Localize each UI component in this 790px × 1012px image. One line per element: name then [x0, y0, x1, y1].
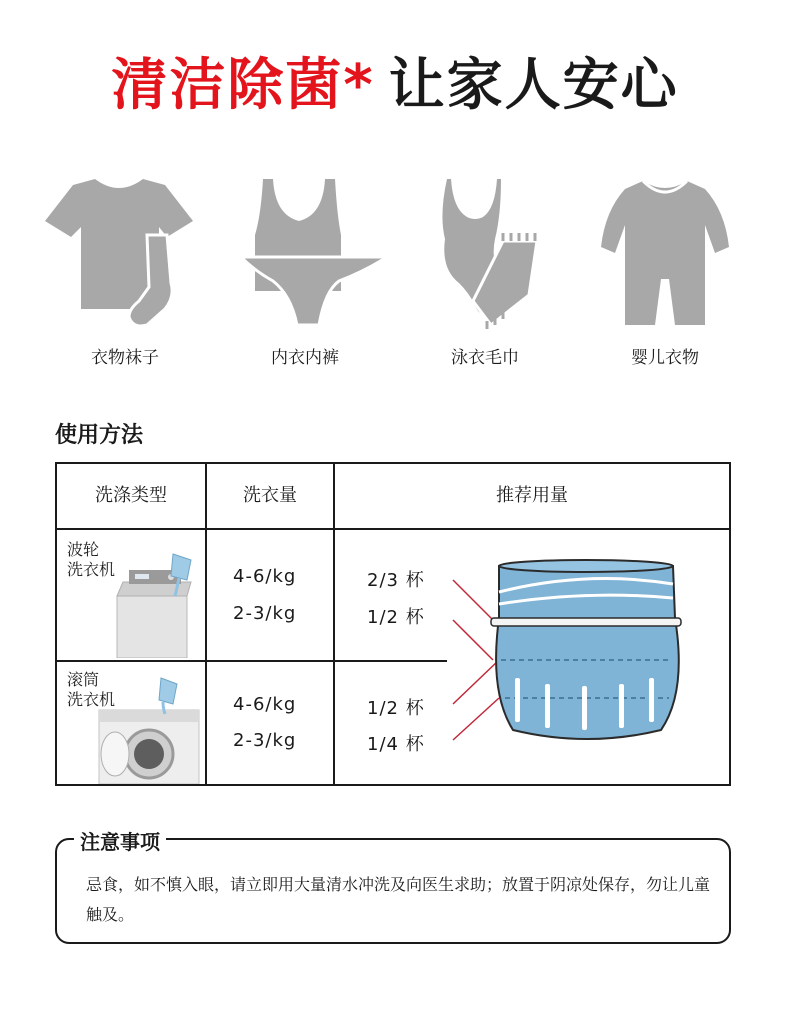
garment-label: 衣物袜子: [91, 348, 159, 368]
measuring-cup-icon: [447, 552, 697, 752]
header-load: 洗衣量: [243, 485, 297, 506]
garment-item: [215, 175, 395, 375]
underwear-icon: [215, 175, 395, 335]
header-dosage: 推荐用量: [496, 485, 568, 506]
headline-black: 让家人安心: [388, 53, 679, 118]
usage-title: 使用方法: [55, 423, 144, 448]
dose-value: 2/3 杯: [367, 570, 425, 591]
divider: [57, 528, 729, 530]
type-label-line1: 滚筒: [67, 670, 100, 689]
type-label-line1: 波轮: [67, 540, 100, 559]
headline-red: 清洁除菌*: [111, 53, 375, 118]
type-label-line2: 洗衣机: [67, 690, 116, 709]
garment-row: [35, 175, 755, 375]
load-value: 4-6/kg: [233, 566, 297, 587]
load-value: 4-6/kg: [233, 694, 297, 715]
swimsuit-towel-icon: [395, 175, 575, 335]
front-loader-washer-icon: [91, 676, 203, 784]
notice-text: 忌食，如不慎入眼，请立即用大量清水冲洗及向医生求助；放置于阴凉处保存，勿让儿童触及。: [86, 875, 711, 924]
load-value: 2-3/kg: [233, 603, 297, 624]
top-loader-washer-icon: [113, 550, 201, 658]
garment-item: [395, 175, 575, 375]
garment-label: 婴儿衣物: [631, 348, 699, 368]
headline: [0, 52, 790, 120]
usage-table: [55, 462, 731, 786]
garment-item: [575, 175, 755, 375]
garment-label: 内衣内裤: [271, 348, 339, 368]
divider: [57, 660, 447, 662]
tshirt-sock-icon: [35, 175, 215, 335]
baby-onesie-icon: [575, 175, 755, 335]
garment-item: [35, 175, 215, 375]
load-value: 2-3/kg: [233, 730, 297, 751]
dose-value: 1/4 杯: [367, 734, 425, 755]
header-wash-type: 洗涤类型: [95, 485, 167, 506]
garment-label: 泳衣毛巾: [451, 348, 519, 368]
dose-value: 1/2 杯: [367, 607, 425, 628]
dose-value: 1/2 杯: [367, 698, 425, 719]
notice-title: 注意事项: [74, 826, 166, 855]
type-label-line2: 洗衣机: [67, 560, 116, 579]
